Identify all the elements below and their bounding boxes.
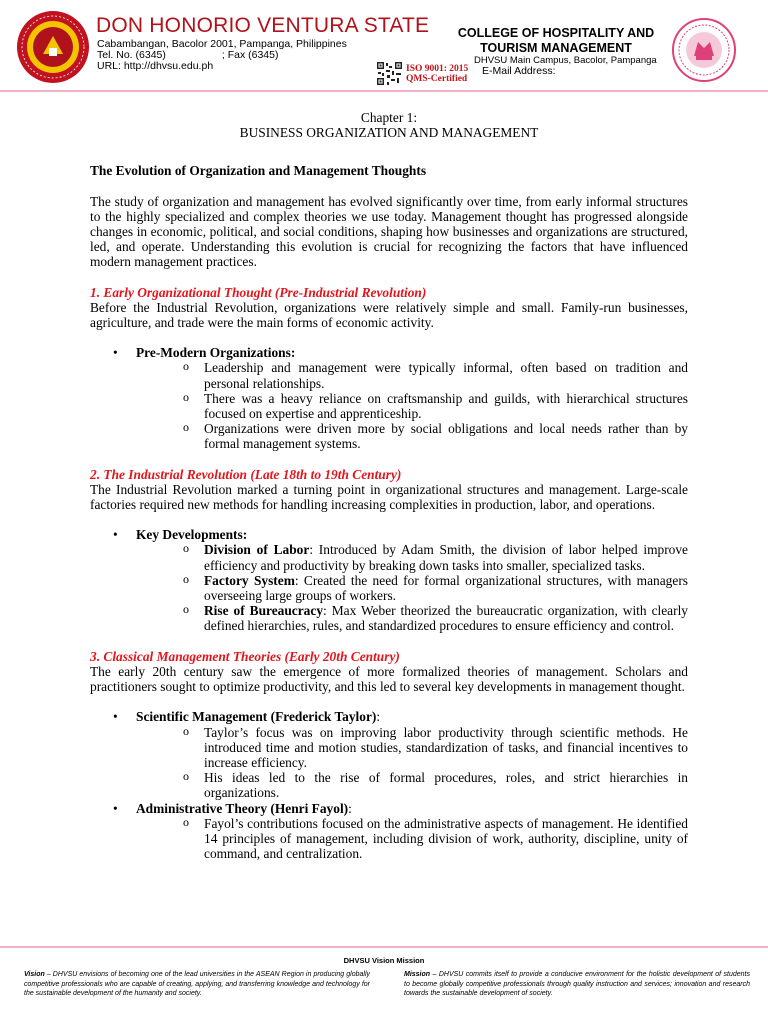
intro-paragraph: The study of organization and management has evolved significantly over time, from early informal structures to the highly specialized and complex theories we use today. Management thought has progressed alongside changes in economic, political, and social conditions, shaping how businesses and organizations are structured, led, and operate. Understanding this evolution is crucial for recognizing the factors that have influenced modern management practices. [90, 193, 688, 270]
colon: : [376, 709, 381, 725]
term-description: : Max Weber theorized the bureaucratic organization, with clearly defined hierarchies, rules, and standardized procedures to ensure efficiency and control. [204, 603, 688, 634]
list-item [111, 345, 688, 451]
document-body [90, 110, 688, 861]
vision-label: Vision [24, 971, 45, 978]
term: Factory System [204, 572, 295, 588]
section-1-heading: 1. Early Organizational Thought (Pre-Industrial Revolution) [90, 284, 427, 300]
vision-text: – DHVSU envisions of becoming one of the lead universities in the ASEAN Region in producing globally competitive professionals who are capable of creating, applying, and transferring knowledge and technology for the sustainable development of the humanity and society. [24, 971, 370, 997]
section-2-list [111, 527, 688, 633]
university-url[interactable]: URL: http://dhvsu.edu.ph [97, 60, 214, 72]
sub-list [181, 816, 688, 862]
term-description: : Introduced by Adam Smith, the division of labor helped improve efficiency and productivity by breaking down tasks into smaller, specialized tasks. [204, 542, 689, 573]
list-item [181, 603, 688, 633]
main-heading: The Evolution of Organization and Management Thoughts [90, 163, 427, 179]
section-2-heading: 2. The Industrial Revolution (Late 18th to 19th Century) [90, 466, 402, 482]
chapter-title: BUSINESS ORGANIZATION AND MANAGEMENT [239, 125, 539, 141]
email-address-label: E-Mail Address: [482, 65, 556, 77]
iso-qms: QMS-Certified [406, 74, 468, 84]
section-2-text: The Industrial Revolution marked a turning point in organizational structures and management. Large-scale factories required new methods for handling increasing complexities in production, labor, and operations. [90, 481, 688, 513]
mission-text: – DHVSU commits itself to provide a conducive environment for the holistic development of students to become globally competitive professionals through quality instruction and services; innovation and research towards the sustainable development of society. [404, 971, 750, 997]
list-item: o Leadership and management were typically informal, often based on tradition and personal relationships. [181, 360, 688, 390]
section-1-list [111, 345, 688, 451]
term: Rise of Bureaucracy [204, 603, 324, 619]
section-3-list [111, 709, 688, 861]
campus-address: DHVSU Main Campus, Bacolor, Pampanga [474, 55, 657, 66]
list-item [181, 542, 688, 572]
university-seal-logo [16, 10, 90, 84]
chapter-number: Chapter 1: [360, 110, 418, 125]
bullet-heading: Administrative Theory (Henri Fayol) [136, 800, 349, 816]
list-item [111, 527, 688, 633]
bullet-heading: Pre-Modern Organizations: [136, 345, 296, 361]
list-item: o Fayol’s contributions focused on the administrative aspects of management. He identified 14 principles of management, including division of work, authority, discipline, unity of command, and centralization. [181, 816, 688, 862]
sub-list [181, 360, 688, 451]
list-item: o His ideas led to the rise of formal procedures, roles, and strict hierarchies in organizations. [181, 770, 688, 800]
iso-certification [406, 64, 468, 84]
footer-divider [0, 946, 768, 948]
list-item: o Organizations were driven more by social obligations and local needs rather than by formal management systems. [181, 421, 688, 451]
mission-label: Mission [404, 971, 431, 978]
section-3-heading: 3. Classical Management Theories (Early 20th Century) [90, 648, 400, 664]
letterhead [0, 0, 768, 92]
bullet-heading: Key Developments: [136, 527, 248, 543]
footer-title: DHVSU Vision Mission [343, 956, 425, 965]
college-name-line2: TOURISM MANAGEMENT [480, 41, 632, 55]
iso-standard: ISO 9001: 2015 [406, 64, 469, 74]
vision-statement [24, 970, 370, 1014]
sub-list [181, 542, 688, 633]
tel-number: Tel. No. (6345) [97, 49, 166, 61]
section-1-text: Before the Industrial Revolution, organizations were relatively simple and small. Family-run businesses, agriculture, and trade were the main forms of economic activity. [90, 299, 688, 331]
bullet-heading: Scientific Management (Frederick Taylor) [136, 709, 377, 725]
list-item [111, 801, 688, 862]
list-item: o Taylor’s focus was on improving labor productivity through scientific methods. He introduced time and motion studies, standardization of tasks, and financial incentives to increase efficiency. [181, 725, 688, 771]
sub-list [181, 725, 688, 801]
section-3-text: The early 20th century saw the emergence of more formalized theories of management. Scholars and practitioners sought to optimize productivity, and this led to several key developments in management thought. [90, 663, 688, 695]
colon: : [348, 800, 352, 816]
list-item: o There was a heavy reliance on craftsmanship and guilds, with hierarchical structures focused on expertise and apprenticeship. [181, 391, 688, 421]
header-divider [0, 90, 768, 92]
list-item [181, 573, 688, 603]
mission-statement [404, 970, 750, 1014]
qr-code-icon [376, 61, 403, 86]
college-name [440, 26, 672, 56]
term-description: : Created the need for formal organizational structures, with managers overseeing large groups of workers. [204, 572, 688, 604]
list-item [111, 709, 688, 800]
fax-number: ; Fax (6345) [221, 49, 279, 61]
college-seal-logo [672, 18, 736, 82]
term: Division of Labor [204, 542, 310, 558]
college-name-line1: COLLEGE OF HOSPITALITY AND [457, 26, 655, 40]
university-name: DON HONORIO VENTURA STATE [96, 14, 430, 37]
university-address: Cabambangan, Bacolor 2001, Pampanga, Philippines [97, 38, 347, 50]
